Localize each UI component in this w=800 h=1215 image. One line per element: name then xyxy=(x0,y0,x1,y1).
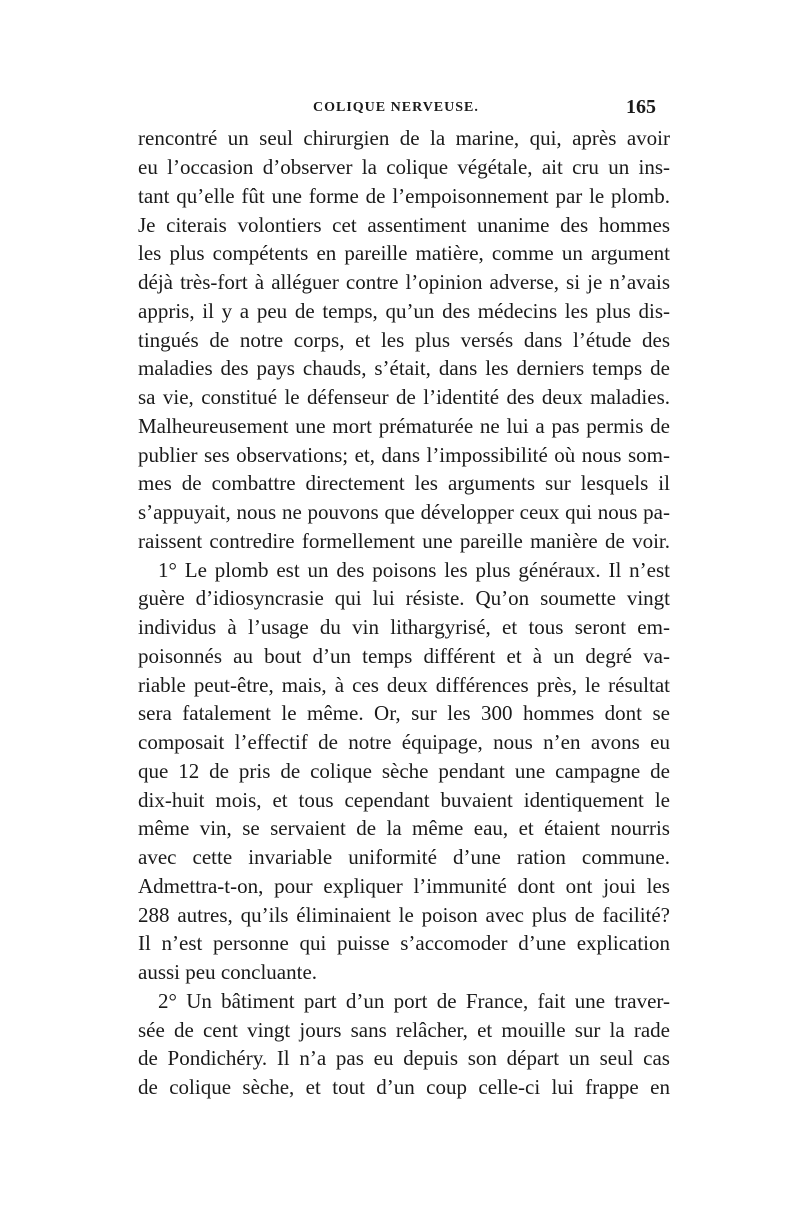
text-line: guère d’idiosyncrasie qui lui résiste. Qu’on soumette vingt xyxy=(138,586,670,610)
text-line: Il n’est personne qui puisse s’accomoder d’une explication xyxy=(138,931,671,955)
text-line: même vin, se servaient de la même eau, et étaient nourris xyxy=(138,816,670,840)
body-text xyxy=(138,124,671,1099)
text-line: individus à l’usage du vin lithargyrisé, et tous seront em- xyxy=(138,615,670,639)
text-line: aussi peu concluante. xyxy=(138,960,318,984)
running-title: COLIQUE NERVEUSE. xyxy=(313,100,479,115)
text-line: s’appuyait, nous ne pouvons que développer ceux qui nous pa- xyxy=(138,500,670,524)
text-line: composait l’effectif de notre équipage, nous n’en avons eu xyxy=(138,730,670,754)
text-line: de colique sèche, et tout d’un coup celle-ci lui frappe en xyxy=(138,1075,670,1099)
text-line: Je citerais volontiers cet assentiment unanime des hommes xyxy=(138,213,671,237)
text-fragment: eu l’occasion d’observer la colique végétale, ait cru un ins- xyxy=(138,155,670,179)
running-head xyxy=(138,96,662,124)
text-line: tingués de notre corps, et les plus versés dans l’étude des xyxy=(138,328,671,352)
text-line: publier ses observations; et, dans l’impossibilité où nous som- xyxy=(138,443,670,467)
text-line: maladies des pays chauds, s’était, dans les derniers temps de xyxy=(138,356,670,380)
text-line: mes de combattre directement les arguments sur lesquels il xyxy=(138,471,670,495)
text-line: riable peut-être, mais, à ces deux différences près, le résultat xyxy=(138,673,670,697)
text-line: 1° Le plomb est un des poisons les plus généraux. Il n’est xyxy=(158,558,670,582)
text-line: sée de cent vingt jours sans relâcher, et mouille sur la rade xyxy=(138,1018,670,1042)
page-number: 165 xyxy=(626,96,656,118)
text-line: Malheureusement une mort prématurée ne lui a pas permis de xyxy=(138,414,670,438)
text-line: que 12 de pris de colique sèche pendant une campagne de xyxy=(138,759,670,783)
text-line: tant qu’elle fût une forme de l’empoisonnement par le plomb. xyxy=(138,184,670,208)
text-line: dix-huit mois, et tous cependant buvaient identiquement le xyxy=(138,788,670,812)
text-line: appris, il y a peu de temps, qu’un des médecins les plus dis- xyxy=(138,299,671,323)
text-line: déjà très-fort à alléguer contre l’opinion adverse, si je n’avais xyxy=(138,270,671,294)
text-line: rencontré un seul chirurgien de la marine, qui, après avoir xyxy=(138,126,670,150)
text-line: avec cette invariable uniformité d’une ration commune. xyxy=(138,845,670,869)
text-line xyxy=(138,153,670,181)
text-line: Admettra-t-on, pour expliquer l’immunité dont ont joui les xyxy=(138,874,670,898)
text-line: raissent contredire formellement une pareille manière de voir. xyxy=(138,529,670,553)
text-line: de Pondichéry. Il n’a pas eu depuis son départ un seul cas xyxy=(138,1046,670,1070)
text-line: 2° Un bâtiment part d’un port de France, fait une traver- xyxy=(158,989,670,1013)
text-line: poisonnés au bout d’un temps différent et à un degré va- xyxy=(138,644,670,668)
text-line: sa vie, constitué le défenseur de l’identité des deux maladies. xyxy=(138,385,671,409)
text-line: 288 autres, qu’ils éliminaient le poison avec plus de facilité? xyxy=(138,903,671,927)
text-line: les plus compétents en pareille matière, comme un argument xyxy=(138,241,670,265)
text-line: sera fatalement le même. Or, sur les 300 hommes dont se xyxy=(138,701,670,725)
